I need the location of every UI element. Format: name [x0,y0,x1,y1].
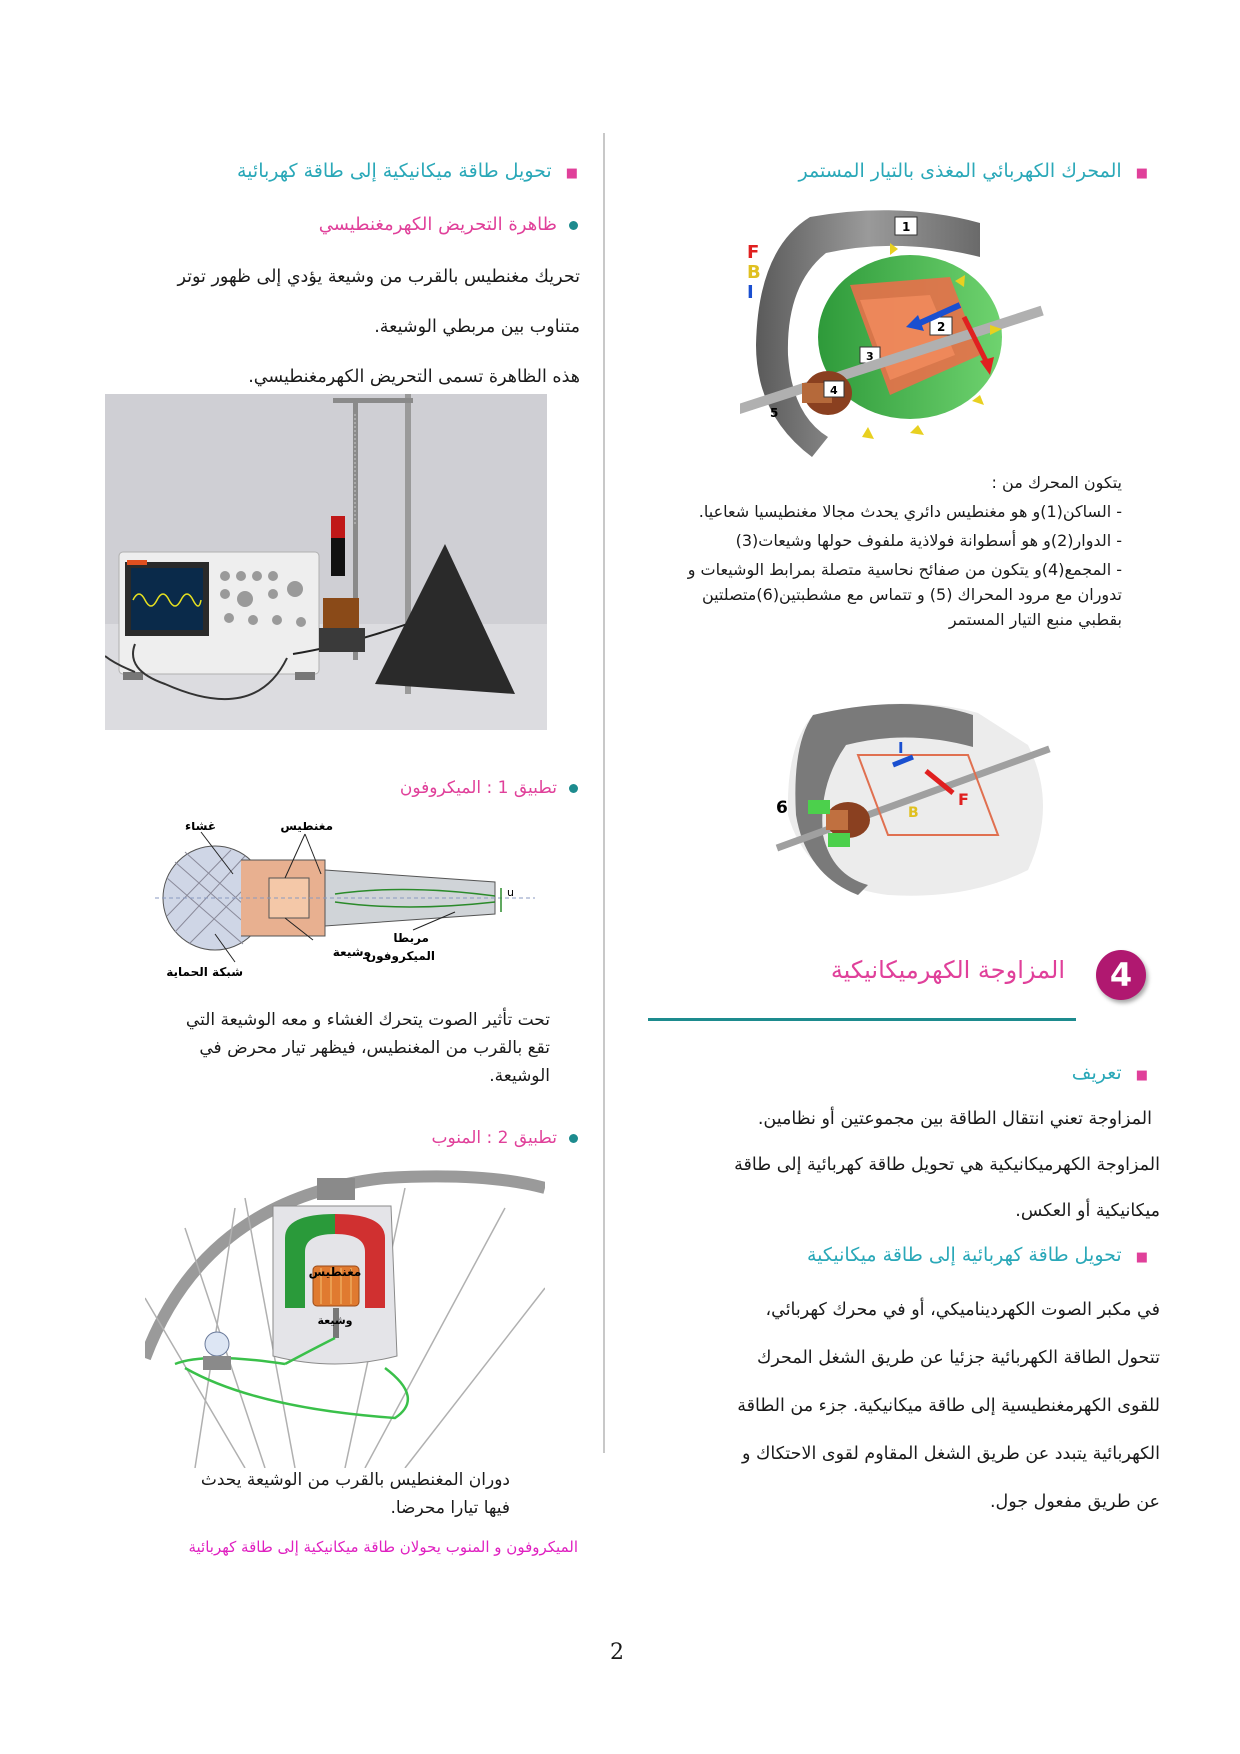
left-title: ■تحويل طاقة ميكانيكية إلى طاقة كهربائية [236,160,578,182]
conversion-title: ■تحويل طاقة كهربائية إلى طاقة ميكانيكية [806,1244,1148,1266]
dynamo-label-magnet: مغنطيس [308,1265,362,1279]
definition-line: المزاوجة تعني انتقال الطاقة بين مجموعتين أو نظامين. [757,1109,1152,1129]
app1-caption-line: الوشيعة. [489,1066,550,1086]
section-number: 4 [1109,956,1133,994]
vector-F-label: F [747,242,760,263]
mic-label-magnet: مغنطيس [280,822,333,833]
induction-line: متناوب بين مربطي الوشيعة. [374,317,580,337]
dot-bullet-icon [569,784,578,793]
square-bullet-icon: ■ [1135,1068,1148,1083]
conversion-line: الكهربائية يتبدد عن طريق الشغل المقاوم لقوى الاحتكاك و [741,1444,1160,1464]
induction-line: تحريك مغنطيس بالقرب من وشيعة يؤدي إلى ظهور توتر [177,267,580,287]
dc-motor-figure [740,205,1050,460]
commutator-vec-I: I [898,739,904,757]
vector-I-label: I [747,282,754,303]
conversion-line: عن طريق مفعول جول. [989,1492,1160,1512]
dot-bullet-icon [569,1134,578,1143]
commutator-label-6: 6 [776,798,788,818]
section-4-title: المزاوجة الكهرميكانيكية [830,956,1065,984]
definition-text [640,1096,1160,1234]
conclusion-text: الميكروفون و المنوب يحولان طاقة ميكانيكية إلى طاقة كهربائية [188,1538,578,1556]
dot-bullet-icon [569,221,578,230]
composition-item: - الساكن(1)و هو مغنطيس دائري يحدث مجالا مغنطيسيا شعاعيا. [698,502,1122,521]
motor-composition [682,470,1122,632]
definition-line: المزاوجة الكهرميكانيكية هي تحويل طاقة كهربائية إلى طاقة [734,1155,1160,1175]
mic-label-u: u [507,886,514,899]
conversion-line: للقوى الكهرمغنطيسية إلى طاقة ميكانيكية. جزء من الطاقة [737,1396,1160,1416]
composition-item: - الدوار(2)و هو أسطوانة فولاذية ملفوف حولها وشيعات(3) [735,531,1122,550]
motor-label-3: 3 [866,350,874,363]
induction-title: ظاهرة التحريض الكهرمغنطيسي [319,214,578,235]
app2-caption-line: فيها تيارا محرضا. [390,1498,510,1518]
induction-line: هذه الظاهرة تسمى التحريض الكهرمغنطيسي. [248,367,580,387]
induction-text [80,252,580,402]
conversion-line: تتحول الطاقة الكهربائية جزئيا عن طريق الشغل المحرك [756,1348,1160,1368]
column-divider [603,133,605,1453]
page-number: 2 [610,1640,624,1665]
mic-label-terminals-2: الميكروفون [365,949,435,963]
mic-label-coil: وشيعة [332,945,371,959]
oscilloscope-photo [105,394,547,730]
conversion-text [640,1286,1160,1526]
commutator-figure [768,685,1058,905]
square-bullet-icon: ■ [1135,166,1148,181]
microphone-diagram [145,822,545,982]
app1-title: تطبيق 1 : الميكروفون [400,778,578,798]
mic-label-terminals-1: مربطا [393,931,429,945]
commutator-vec-B: B [908,805,919,821]
motor-label-4: 4 [830,384,838,397]
app2-caption [130,1466,510,1522]
vector-B-label: B [747,262,761,283]
motor-section-title: ■المحرك الكهربائي المغذى بالتيار المستمر [798,160,1148,182]
motor-label-5: 5 [770,406,779,420]
section-4-badge [1096,950,1146,1000]
definition-title: ■تعريف [1071,1062,1148,1084]
commutator-vec-F: F [958,790,969,809]
app1-caption-line: تقع بالقرب من المغنطيس، فيظهر تيار محرض في [199,1038,550,1058]
square-bullet-icon: ■ [565,166,578,181]
vector-legend [747,243,761,303]
definition-line: ميكانيكية أو العكس. [1015,1201,1160,1221]
square-bullet-icon: ■ [1135,1250,1148,1265]
motor-label-1: 1 [902,220,911,234]
composition-item: - المجمع(4)و يتكون من صفائح نحاسية متصلة بمرابط الوشيعات و تدوران مع مرود المحراك (5) و تتماس مع مشطبتين(6)متصلتين بقطبي منبع التيار المستمر [687,560,1122,629]
app1-caption-line: تحت تأثير الصوت يتحرك الغشاء و معه الوشيعة التي [185,1010,550,1030]
dynamo-diagram [145,1168,545,1468]
motor-label-2: 2 [937,320,946,334]
app1-caption [110,1006,550,1090]
section-4-underline [648,1018,1076,1021]
composition-title: يتكون المحرك من : [991,473,1122,492]
conversion-line: في مكبر الصوت الكهرديناميكي، أو في محرك كهربائي، [765,1300,1160,1320]
app2-title: تطبيق 2 : المنوب [431,1128,578,1148]
mic-label-membrane: غشاء [185,822,217,833]
app2-caption-line: دوران المغنطيس بالقرب من الوشيعة يحدث [200,1470,510,1490]
dynamo-label-coil: وشيعة [317,1314,353,1327]
mic-label-grid: شبكة الحماية [166,965,243,979]
